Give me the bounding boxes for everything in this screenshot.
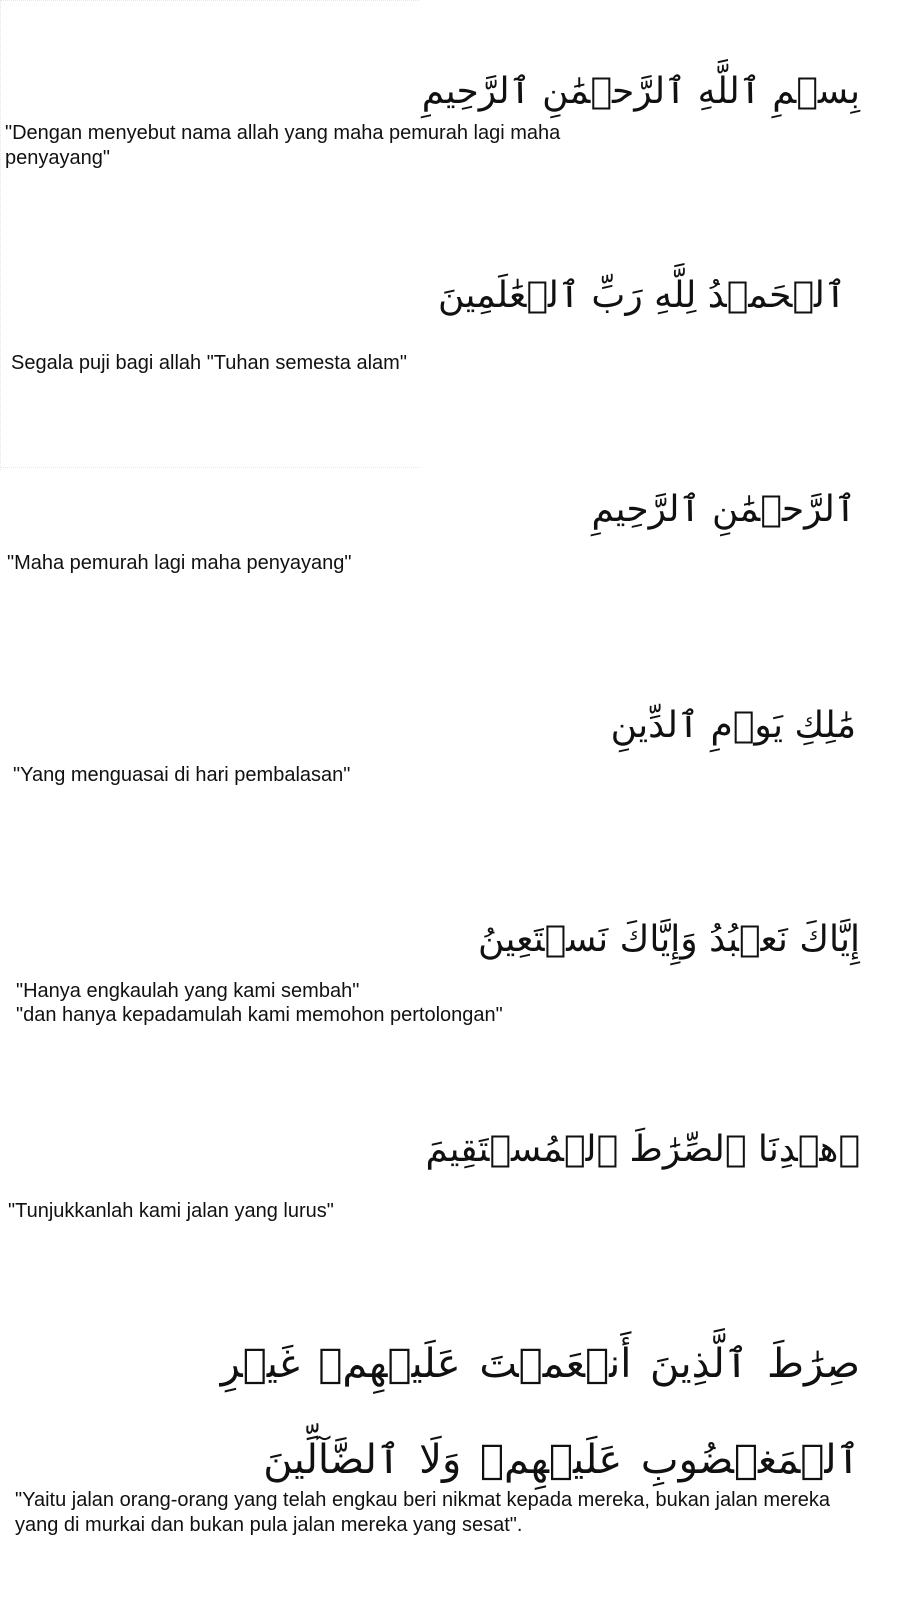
verse-6-arabic: ٱهۡدِنَا ٱلصِّرَٰطَ ٱلۡمُسۡتَقِيمَ [425, 1129, 860, 1170]
guide-line-vertical [0, 0, 1, 470]
verse-2-arabic: ٱلۡحَمۡدُ لِلَّهِ رَبِّ ٱلۡعَٰلَمِينَ [437, 275, 846, 316]
verse-5-arabic: إِيَّاكَ نَعۡبُدُ وَإِيَّاكَ نَسۡتَعِينُ [477, 919, 860, 960]
verse-6-translation: "Tunjukkanlah kami jalan yang lurus" [8, 1200, 334, 1222]
verse-7-translation: "Yaitu jalan orang-orang yang telah engkau beri nikmat kepada mereka, bukan jalan mereka yang di murkai dan bukan pula jalan mereka yang sesat". [15, 1489, 831, 1536]
verse-3-arabic: ٱلرَّحۡمَٰنِ ٱلرَّحِيمِ [591, 489, 856, 530]
guide-line-middle [0, 467, 420, 468]
verse-4-arabic: مَٰلِكِ يَوۡمِ ٱلدِّينِ [610, 705, 856, 746]
verse-7-arabic: صِرَٰطَ ٱلَّذِينَ أَنۡعَمۡتَ عَلَيۡهِمۡ غَيۡرِ ٱلۡمَغۡضُوبِ عَلَيۡهِمۡ وَلَا ٱلضَّآلِّينَ [220, 1341, 860, 1483]
verse-4-translation: "Yang menguasai di hari pembalasan" [13, 764, 351, 786]
verse-5-translation-line-2: "dan hanya kepadamulah kami memohon pertolongan" [16, 1004, 503, 1026]
verse-1-translation: "Dengan menyebut nama allah yang maha pemurah lagi maha penyayang" [5, 122, 561, 169]
verse-5-translation-line-1: "Hanya engkaulah yang kami sembah" [16, 980, 360, 1002]
guide-line-top [0, 0, 420, 1]
verse-2-translation: Segala puji bagi allah "Tuhan semesta alam" [11, 352, 407, 374]
verse-1-arabic: بِسۡمِ ٱللَّهِ ٱلرَّحۡمَٰنِ ٱلرَّحِيمِ [421, 71, 860, 112]
verse-3-translation: "Maha pemurah lagi maha penyayang" [7, 552, 352, 574]
